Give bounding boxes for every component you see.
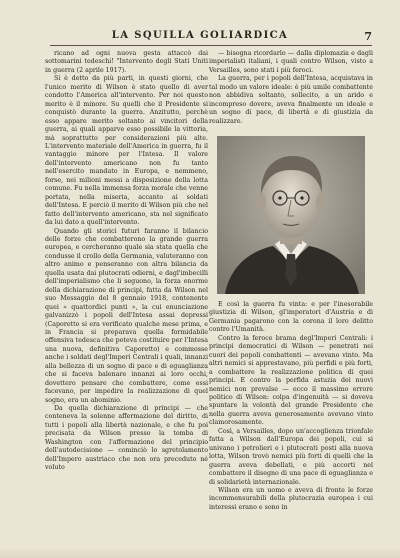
page-bottom-edge [0,548,400,558]
left-column [45,50,208,550]
page-number: 7 [364,30,372,43]
portrait-image [217,136,365,294]
paragraph: Da quella dichiarazione di principi — che conteneva la solenne affermazione del diritto, di tutti i popoli alla libertà nazionale, e che fu poi precisata da Wilson presso la tomba di Washington con l'affermazione del principio dell'autodecisione — cominciò lo sgretolamento dell'Impero austriaco che non ora preceduto né voluto [45,405,208,472]
right-column-bottom [209,301,373,541]
paragraph: — bisogna ricordarlo — dalla diplomazia e dagli imperialisti italiani, i quali contro Wilson, visto a Versailles, sono stati i più feroci. [209,50,373,74]
page-header [0,30,400,44]
running-title: LA SQUILLA GOLIARDICA [111,30,289,41]
paragraph: Wilson era un uomo e aveva di fronte le forze incommensurabili della plutocrazia europea i cui interessi erano e sono in [209,486,373,511]
paragraph: La guerra, per i popoli dell'Intesa, acquistava in tal modo un valore ideale: è più umile combattente non abbidiva soltanto, sollecito, a un arido e incompreso dovere, aveva finalmente un ideale e un sogno di pace, di libertà e di giustizia da realizzare. [209,75,373,125]
paragraph: E così la guerra fu vinta: e per l'inesorabile giustizia di Wilson, gl'imperatori d'Austria e di Germania pagarono con la corona il loro delitto contro l'Umanità. [209,301,373,334]
paragraph: Quando gli storici futuri faranno il bilancio delle forze che combatterono la grande guerra europea, e cercheranno quale sia stata quella che condusse il crollo della Germania, valuteranno con altro animo e penseranno con altra bilancia da quella usata dai plutocrati odierni, e dagl'imbecilli dell'imperialismo che li seguono, la forza enorme della dichiarazione di principi, fatta da Wilson nel suo Messaggio del 8 gennaio 1918, contenente quei « quattordici punti », la cui enunciazione galvanizzò i popoli dell'Intesa assai depressi (Caporetto si era verificato qualche mese prima, e in Francia si preparava quella formidabile offensiva tedesca che poteva costituire per l'Intesa una nuova, definitiva Caporetto) e commosse anche i soldati degl'Imperi Centrali i quali, innanzi alla bellezza di un sogno di pace e di eguaglianza che si faceva balenare innanzi ai loro occhi, dovettero pensare che combattere, come essi facevano, per impedire la realizzazione di quel sogno, era un abominio. [45,227,208,404]
header-rule [50,45,372,46]
right-column-top [209,50,373,126]
paragraph: Si è detto da più parti, in questi giorni, che l'unico merito di Wilson è stato quello di aver condotto l'America all'intervento. Per noi questo merito è il minore. Su quelli che il Presidente si conquistò durante la guerra. Anzitutto, perchè esso appare merito soltanto ai vincitori della guerra, ai quali apparve esso possibile la vittoria, mà soprattutto per considerazioni più alte. L'intervento materiale dell'America in guerra, fu il vantaggio minore per l'Intesa. Il valore dell'intervento americano non fu tanto nell'esercito mandato in Europa, e nemmeno, forse, nei milioni messi a disposizione della lotta comune. Fu nella immensa forza morale che venne portata, nella miseria, accanto ai soldati dell'Intesa. E perciò il merito di Wilson più che nel fatto dell'intervento americano, sta nel significato da lui dato a quell'intervento. [45,75,208,227]
paragraph: Così, a Versailles, dopo un'accoglienza trionfale fatta a Wilson dall'Europa dei popoli, cui si univano i petrolieri e i plutocrati posti alla nuova lotta, Wilson trovò nemici più forti di quelli che la guerra aveva debellati, e più accorti nel combattere il disegno di una pace di eguaglianza e di solidarietà internazionale. [209,427,373,486]
paragraph: Contro la feroce brama degl'Imperi Centrali: i principi democratici di Wilson — penetrati nei cuori dei popoli combattenti — avevano vinto. Ma altri nemici si apprestavano, più perfidi e più forti, a combattere la realizzazione politica di quei principi. E contro la perfida astuzia dei nuovi nemici non prevalse — ecco il massimo errore politico di Wilson: colpa d'ingenuità — si doveva spuntare la volontà del grande Presidente che nella guerra aveva generosamente avevano vinto clamorosamente. [209,334,373,427]
portrait-photo [217,136,365,294]
paragraph: ricano ad ogni nuova gesta attaccò dai sottomarini tedeschi! "Intervento degli Stati Uniti in guerra (2 aprile 1917). [45,50,208,74]
